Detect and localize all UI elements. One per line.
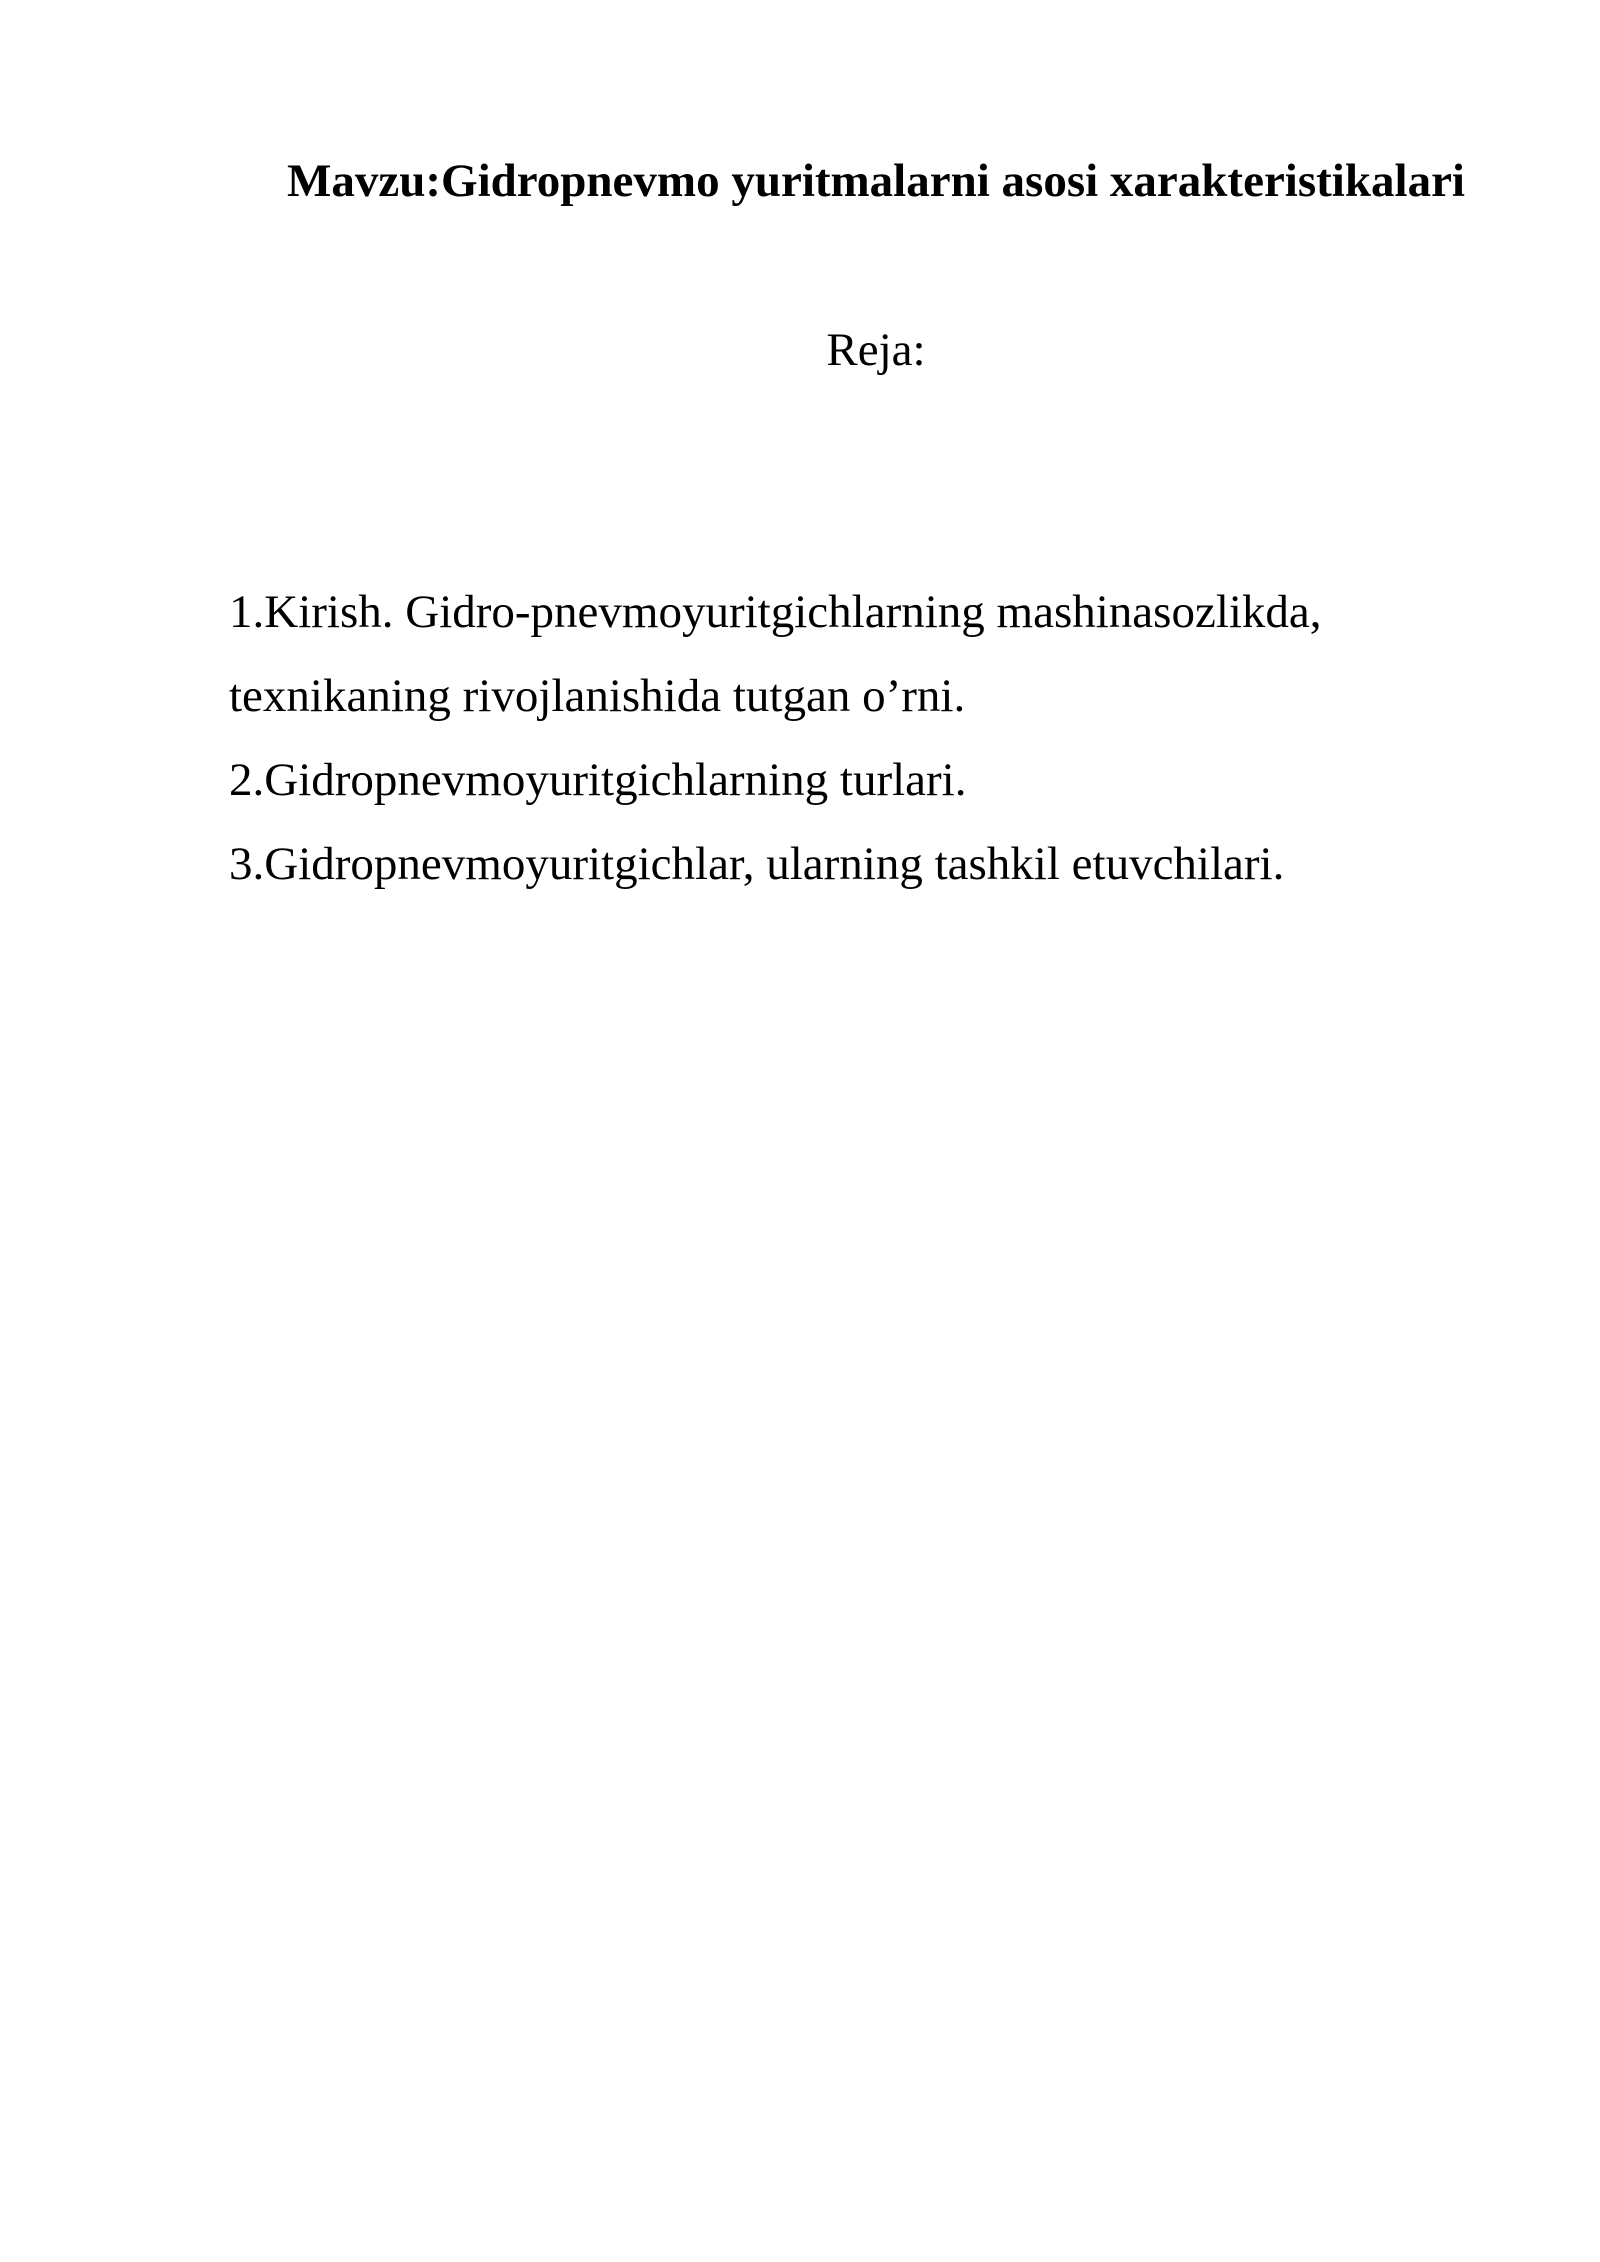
plan-item-1: 1.Kirish. Gidro-pnevmoyuritgichlarning mashinasozlikda, <box>229 586 1322 638</box>
plan-heading: Reja: <box>826 324 926 376</box>
plan-item-2: 2.Gidropnevmoyuritgichlarning turlari. <box>229 754 967 806</box>
plan-list <box>229 570 1429 906</box>
plan-item-3: 3.Gidropnevmoyuritgichlar, ularning tashkil etuvchilari. <box>229 838 1285 890</box>
document-title: Mavzu:Gidropnevmo yuritmalarni asosi xarakteristikalari <box>287 155 1465 207</box>
plan-item-1-continuation: texnikaning rivojlanishida tutgan o’rni. <box>229 670 966 722</box>
